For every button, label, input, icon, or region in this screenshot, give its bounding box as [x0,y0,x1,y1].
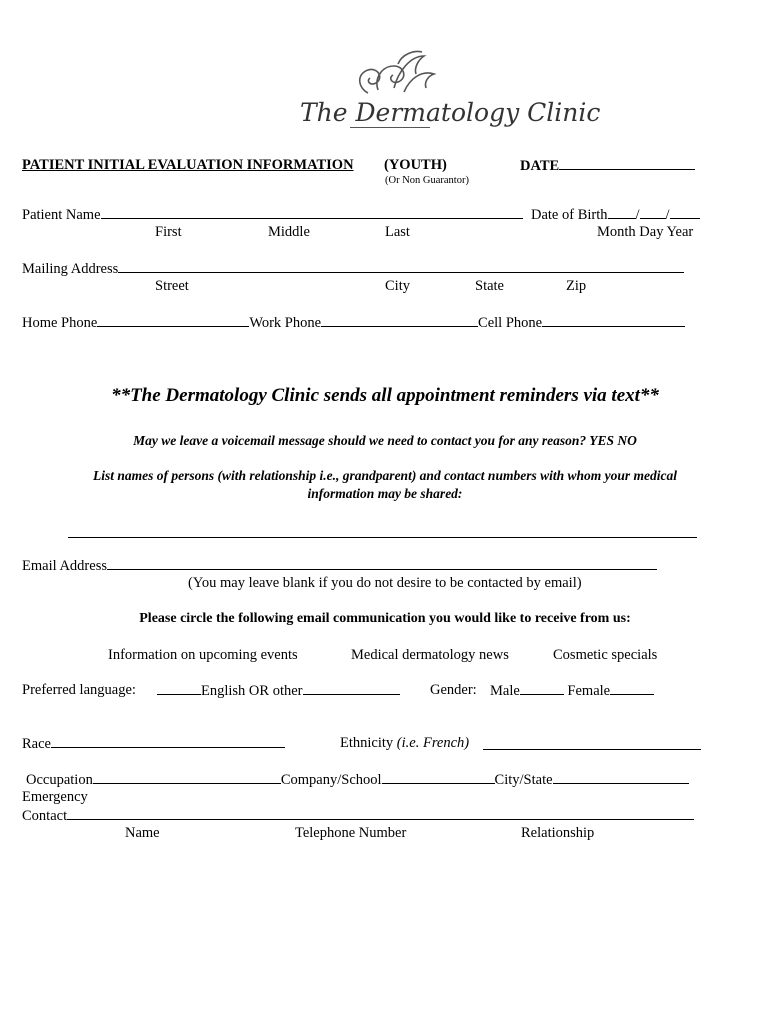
clinic-logo [298,48,601,133]
contact-label: Contact [22,808,68,824]
youth-label: (YOUTH) [384,157,447,173]
patient-name-field[interactable] [101,206,523,219]
home-phone-field[interactable] [97,314,249,327]
gender-label: Gender: [430,682,477,698]
race-label: Race [22,736,51,752]
male-field[interactable] [520,682,564,695]
city-caption: City [385,278,410,294]
email-option-medical-news[interactable]: Medical dermatology news [351,647,509,663]
company-school-label: Company/School [280,772,382,788]
female-label: Female [567,683,611,699]
dob-day-field[interactable] [640,206,666,219]
street-caption: Street [155,278,189,294]
preferred-language-label: Preferred language: [22,682,136,698]
email-note: (You may leave blank if you do not desire to be contacted by email) [188,575,582,591]
english-other-label: English OR other [201,683,303,699]
home-phone-label: Home Phone [22,315,98,331]
non-guarantor-label: (Or Non Guarantor) [385,175,469,186]
persons-list-field[interactable] [68,537,697,538]
city-state-field[interactable] [553,771,689,784]
english-field[interactable] [157,682,201,695]
email-address-field[interactable] [107,557,657,570]
dob-month-field[interactable] [608,206,636,219]
clinic-logo-text: The Dermatology Clinic [300,98,601,127]
mailing-address-label: Mailing Address [22,261,119,277]
dob-format-caption: Month Day Year [597,224,694,240]
logo-underline [350,127,430,128]
dob-year-field[interactable] [670,206,700,219]
persons-instructions-line-2: information may be shared: [307,486,463,501]
work-phone-field[interactable] [321,314,478,327]
last-name-caption: Last [385,224,410,240]
persons-instructions-line-1: List names of persons (with relationship i.e., grandparent) and contact numbers with whom your medical [93,468,677,483]
cell-phone-field[interactable] [542,314,685,327]
email-option-cosmetic-specials[interactable]: Cosmetic specials [553,647,658,663]
zip-caption: Zip [566,278,587,294]
ethnicity-field[interactable] [483,749,701,750]
emergency-telephone-caption: Telephone Number [295,825,407,841]
cell-phone-label: Cell Phone [478,315,543,331]
occupation-label: Occupation [26,772,93,788]
first-name-caption: First [155,224,182,240]
ethnicity-label: Ethnicity [340,735,394,751]
date-field[interactable] [559,157,695,170]
middle-name-caption: Middle [268,224,310,240]
city-state-label: City/State [494,772,553,788]
email-preferences-heading: Please circle the following email communication you would like to receive from us: [139,611,631,626]
mailing-address-field[interactable] [118,260,684,273]
other-language-field[interactable] [303,682,400,695]
occupation-field[interactable] [93,771,281,784]
state-caption: State [475,278,504,294]
emergency-name-caption: Name [125,825,160,841]
date-label: DATE [520,158,560,174]
company-school-field[interactable] [382,771,495,784]
patient-name-label: Patient Name [22,207,101,223]
emergency-relationship-caption: Relationship [521,825,595,841]
voicemail-question: May we leave a voicemail message should we need to contact you for any reason? YES NO [133,433,637,448]
dob-slash-1: / [635,207,640,223]
email-address-label: Email Address [22,558,107,574]
female-field[interactable] [610,682,654,695]
male-label: Male [490,683,520,699]
dob-label: Date of Birth [531,207,608,223]
race-field[interactable] [51,735,285,748]
email-option-events[interactable]: Information on upcoming events [108,647,298,663]
dob-slash-2: / [665,207,670,223]
work-phone-label: Work Phone [249,315,322,331]
form-title: PATIENT INITIAL EVALUATION INFORMATION [22,157,354,173]
emergency-contact-field[interactable] [67,807,694,820]
reminder-notice: **The Dermatology Clinic sends all appointment reminders via text** [111,385,659,406]
ethnicity-example: (i.e. French) [396,735,470,751]
emergency-label: Emergency [22,789,88,805]
